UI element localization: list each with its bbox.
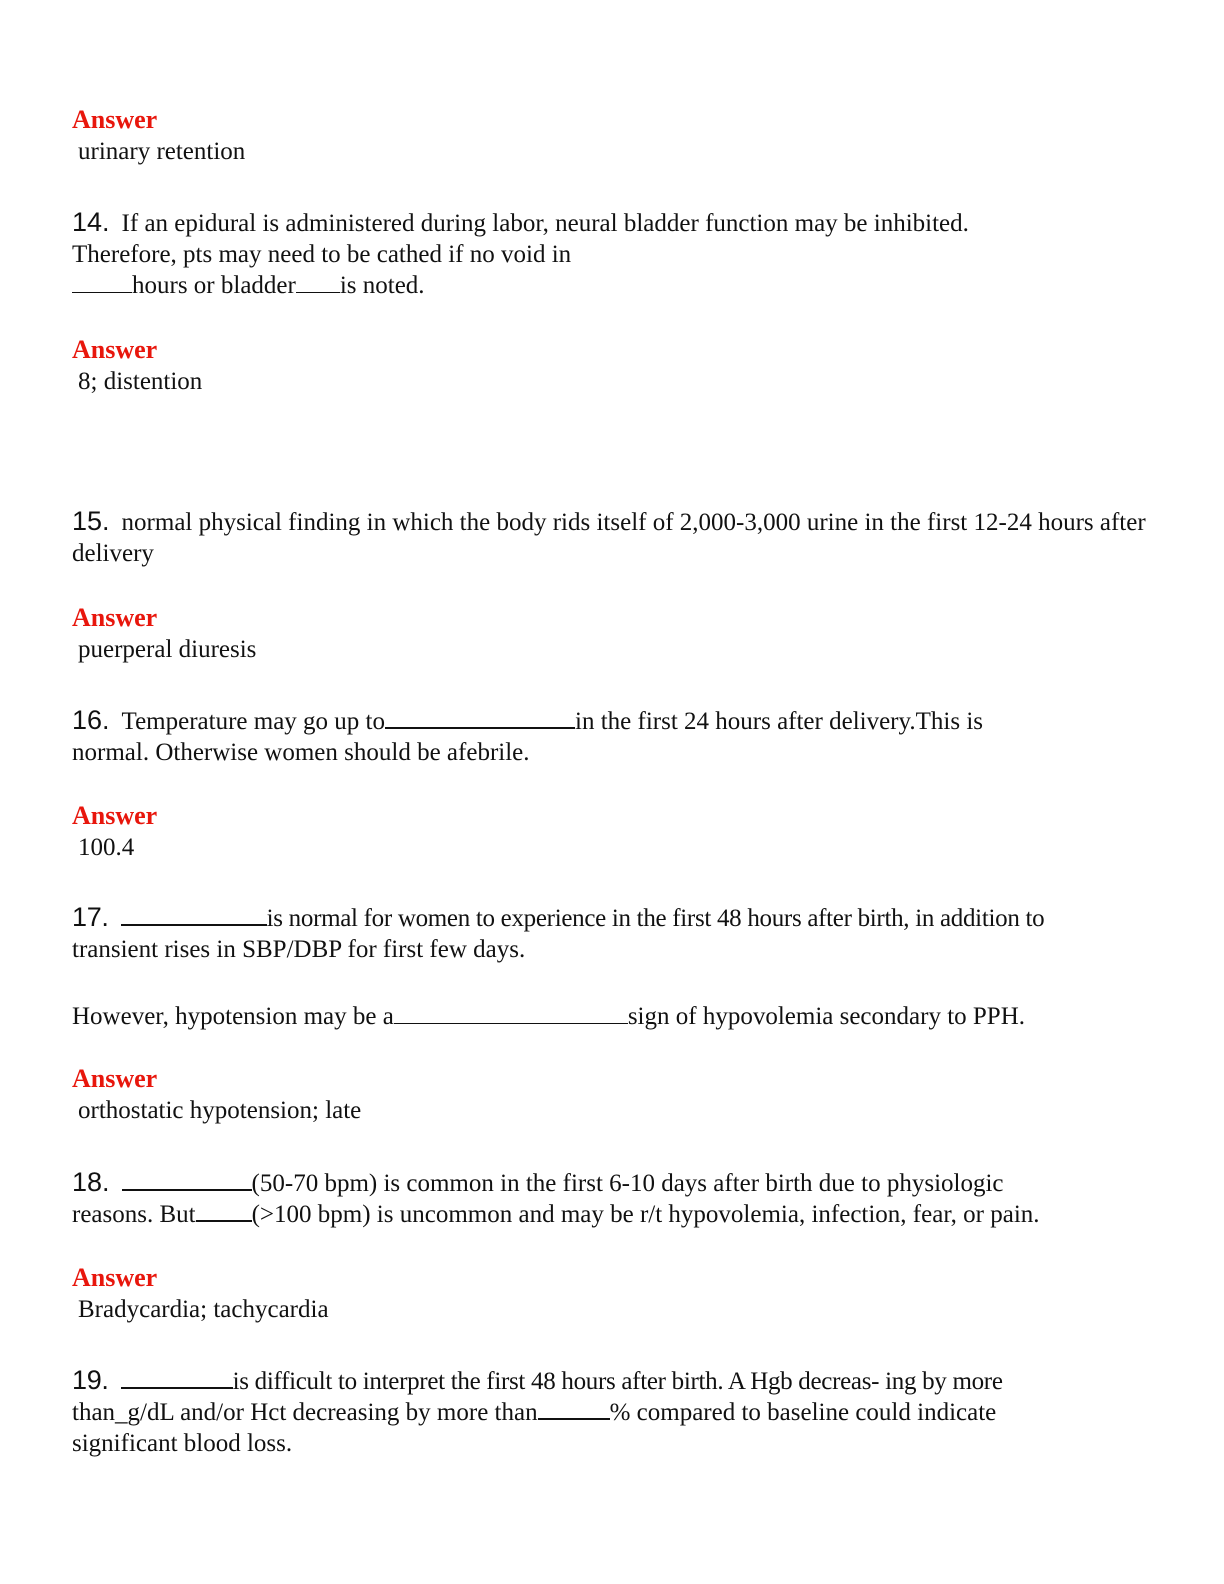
fill-blank xyxy=(121,1367,233,1389)
question-text: However, hypotension may be a xyxy=(72,1003,394,1030)
answer-label: Answer xyxy=(72,801,158,830)
answer-block-15 xyxy=(72,602,1152,666)
question-text: % compared to baseline could indicate xyxy=(609,1399,997,1426)
question-text: than_g/dL and/or Hct decreasing by more than xyxy=(72,1399,538,1426)
answer-text: orthostatic hypotension; late xyxy=(78,1097,362,1124)
question-text: reasons. But xyxy=(72,1201,196,1228)
question-text: transient rises in SBP/DBP for first few days. xyxy=(72,936,526,963)
fill-blank xyxy=(296,272,340,293)
answer-block-13 xyxy=(72,104,1152,168)
question-19 xyxy=(72,1365,1152,1459)
question-text: If an epidural is administered during labor, neural bladder function may be inhibited. xyxy=(121,210,969,237)
question-15 xyxy=(72,506,1152,569)
answer-label: Answer xyxy=(72,335,158,364)
answer-label: Answer xyxy=(72,1263,158,1292)
answer-text: 100.4 xyxy=(78,834,135,861)
answer-text: Bradycardia; tachycardia xyxy=(78,1296,329,1323)
fill-blank xyxy=(538,1398,610,1420)
question-number: 16. xyxy=(72,705,110,735)
answer-block-16 xyxy=(72,800,1152,864)
answer-text: 8; distention xyxy=(78,368,203,395)
answer-block-14 xyxy=(72,334,1152,398)
question-text: is difficult to interpret the first 48 hours after birth. A Hgb decreas- ing by more xyxy=(232,1368,1003,1395)
question-number: 18. xyxy=(72,1167,110,1197)
answer-label: Answer xyxy=(72,1064,158,1093)
question-number: 19. xyxy=(72,1365,109,1395)
question-text: (50-70 bpm) is common in the first 6-10 days after birth due to physiologic xyxy=(251,1170,1004,1197)
answer-text: puerperal diuresis xyxy=(78,636,257,663)
question-text: hours or bladder xyxy=(132,272,296,299)
fill-blank xyxy=(196,1200,252,1222)
fill-blank xyxy=(121,904,267,926)
question-text: (>100 bpm) is uncommon and may be r/t hypovolemia, infection, fear, or pain. xyxy=(251,1201,1040,1228)
question-16 xyxy=(72,705,1152,768)
fill-blank xyxy=(122,1169,252,1191)
question-text: sign of hypovolemia secondary to PPH. xyxy=(627,1003,1026,1030)
question-text: in the first 24 hours after delivery.This is xyxy=(575,708,984,735)
question-number: 15. xyxy=(72,506,110,536)
question-17 xyxy=(72,902,1152,1032)
question-text: normal. Otherwise women should be afebrile. xyxy=(72,739,530,766)
question-text: significant blood loss. xyxy=(72,1430,293,1457)
fill-blank xyxy=(385,707,575,729)
question-text: is normal for women to experience in the first 48 hours after birth, in addition to xyxy=(266,905,1045,932)
fill-blank xyxy=(72,272,132,293)
question-text: is noted. xyxy=(339,272,425,299)
answer-label: Answer xyxy=(72,105,158,134)
answer-block-18 xyxy=(72,1262,1152,1326)
answer-block-17 xyxy=(72,1063,1152,1127)
answer-label: Answer xyxy=(72,603,158,632)
fill-blank xyxy=(394,1003,628,1024)
question-14 xyxy=(72,207,1152,301)
question-18 xyxy=(72,1167,1152,1230)
question-text: Therefore, pts may need to be cathed if no void in xyxy=(72,241,572,268)
question-number: 17. xyxy=(72,902,109,932)
question-text: normal physical finding in which the body rids itself of 2,000-3,000 urine in the first 12-24 hours after delivery xyxy=(72,509,1146,567)
question-text: Temperature may go up to xyxy=(121,708,385,735)
question-number: 14. xyxy=(72,207,110,237)
answer-text: urinary retention xyxy=(78,138,246,165)
